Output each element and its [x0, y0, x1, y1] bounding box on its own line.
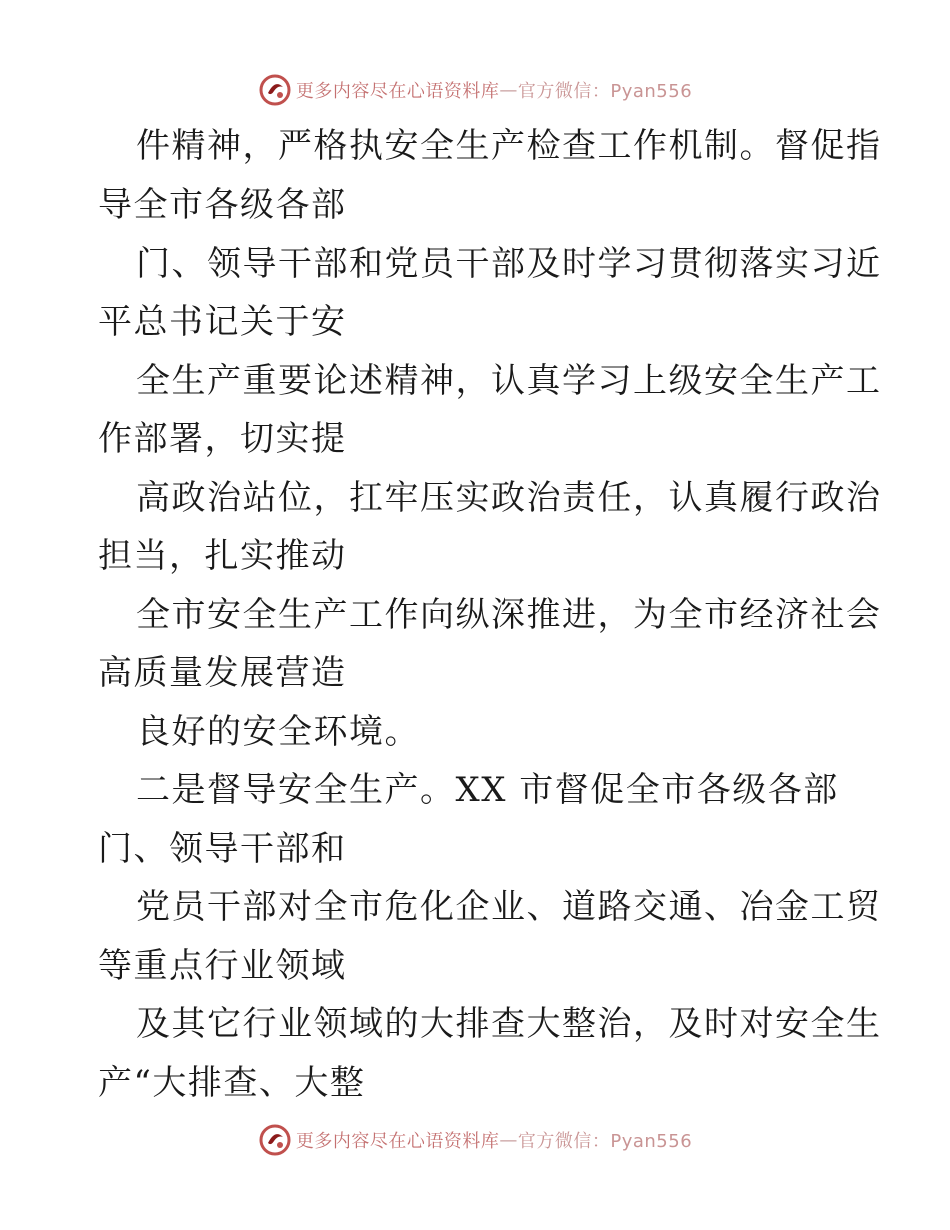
text-line: 二是督导安全生产。XX 市督促全市各级各部 — [136, 770, 839, 810]
text-line: 党员干部对全市危化企业、道路交通、冶金工贸 — [136, 887, 882, 927]
text-line: 门、领导干部和 — [98, 829, 347, 869]
text-line: 作部署，切实提 — [98, 419, 347, 459]
watermark-brand: 更多内容尽在心语资料库 — [295, 81, 500, 102]
text-line: 全市安全生产工作向纵深推进，为全市经济社会 — [136, 595, 882, 635]
text-line: 高质量发展营造 — [98, 653, 347, 693]
text-line: 件精神，严格执安全生产检查工作机制。督促指 — [136, 126, 882, 166]
text-line: 门、领导干部和党员干部及时学习贯彻落实习近 — [136, 244, 882, 284]
text-line: 全生产重要论述精神，认真学习上级安全生产工 — [136, 361, 882, 401]
footer-watermark — [0, 1120, 950, 1160]
text-line: 平总书记关于安 — [98, 302, 347, 342]
text-line: 高政治站位，扛牢压实政治责任，认真履行政治 — [136, 478, 882, 518]
text-line: 良好的安全环境。 — [136, 712, 420, 752]
text-line: 产“大排查、大整 — [98, 1063, 366, 1103]
swirl-logo-icon — [258, 1123, 292, 1157]
watermark-separator: — — [499, 1129, 518, 1151]
watermark-separator: — — [499, 79, 518, 101]
swirl-logo-icon — [258, 73, 292, 107]
text-line: 担当，扎实推动 — [98, 536, 347, 576]
header-watermark — [0, 70, 950, 110]
watermark-contact: 官方微信：Pyan556 — [517, 81, 693, 102]
text-line: 导全市各级各部 — [98, 185, 347, 225]
watermark-contact: 官方微信：Pyan556 — [517, 1131, 693, 1152]
text-line: 等重点行业领域 — [98, 946, 347, 986]
text-line: 及其它行业领域的大排查大整治，及时对安全生 — [136, 1004, 882, 1044]
watermark-brand: 更多内容尽在心语资料库 — [295, 1131, 500, 1152]
